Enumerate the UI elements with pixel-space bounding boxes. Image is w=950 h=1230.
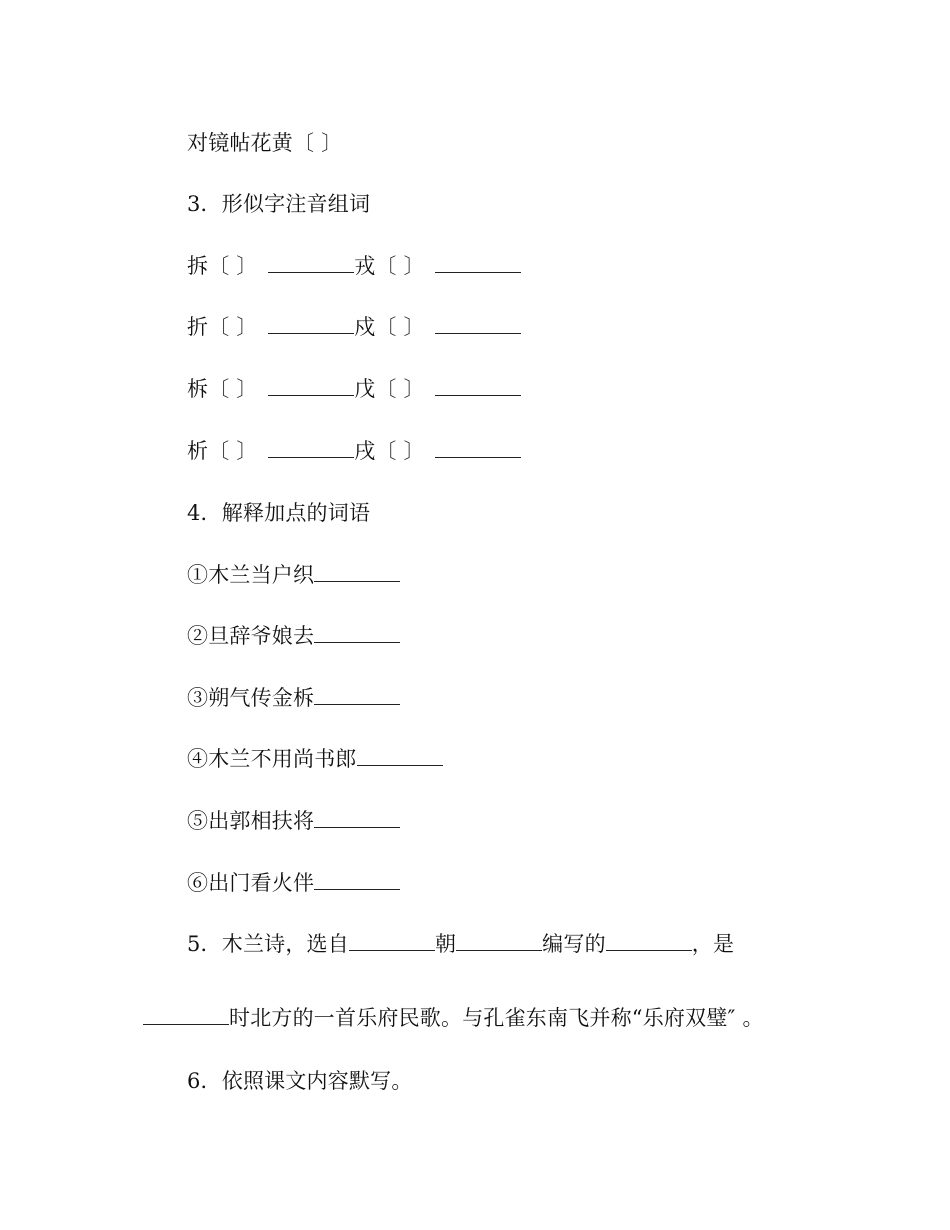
answer-blank[interactable] xyxy=(314,624,400,643)
q3-row-2: 折〔 〕 戍〔 〕 xyxy=(187,313,521,341)
q4-item-3: ③朔气传金柝 xyxy=(187,684,400,712)
answer-blank[interactable] xyxy=(143,1006,229,1025)
q4-item-4: ④木兰不用尚书郎 xyxy=(187,745,443,773)
text-line xyxy=(187,129,342,157)
answer-blank[interactable] xyxy=(357,747,443,766)
question-5-line-1: 5．木兰诗，选自 朝 编写的 ，是 xyxy=(187,932,735,956)
q4-item-2: ②旦辞爷娘去 xyxy=(187,622,400,650)
answer-blank[interactable] xyxy=(456,932,542,951)
q4-item-5: ⑤出郭相扶将 xyxy=(187,807,400,835)
q4-item-6: ⑥出门看火伴 xyxy=(187,869,400,897)
q3-row-4: 析〔 〕 戌〔 〕 xyxy=(187,437,521,465)
answer-blank[interactable] xyxy=(314,563,400,582)
answer-blank[interactable] xyxy=(435,254,521,273)
q3-row-1: 拆〔 〕 戎〔 〕 xyxy=(187,252,521,280)
answer-blank[interactable] xyxy=(268,439,354,458)
q4-item-1: ①木兰当户织 xyxy=(187,561,400,589)
answer-blank[interactable] xyxy=(268,254,354,273)
answer-blank[interactable] xyxy=(349,932,435,951)
answer-blank[interactable] xyxy=(268,315,354,334)
answer-blank[interactable] xyxy=(268,377,354,396)
answer-blank[interactable] xyxy=(435,439,521,458)
answer-blank[interactable] xyxy=(314,686,400,705)
q3-row-3: 柝〔 〕 戊〔 〕 xyxy=(187,375,521,403)
question-4-title: 4．解释加点的词语 xyxy=(187,501,371,525)
question-5-line-2: 时北方的一首乐府民歌。与孔雀东南飞并称“乐府双璧″ 。 xyxy=(143,1004,764,1032)
question-3-title: 3．形似字注音组词 xyxy=(187,192,371,216)
answer-blank[interactable] xyxy=(435,315,521,334)
question-6-title: 6．依照课文内容默写。 xyxy=(187,1069,413,1093)
answer-blank[interactable] xyxy=(314,809,400,828)
answer-blank[interactable] xyxy=(606,932,692,951)
line-text: 对镜帖花黄〔 〕 xyxy=(187,131,343,155)
answer-blank[interactable] xyxy=(435,377,521,396)
answer-blank[interactable] xyxy=(314,871,400,890)
